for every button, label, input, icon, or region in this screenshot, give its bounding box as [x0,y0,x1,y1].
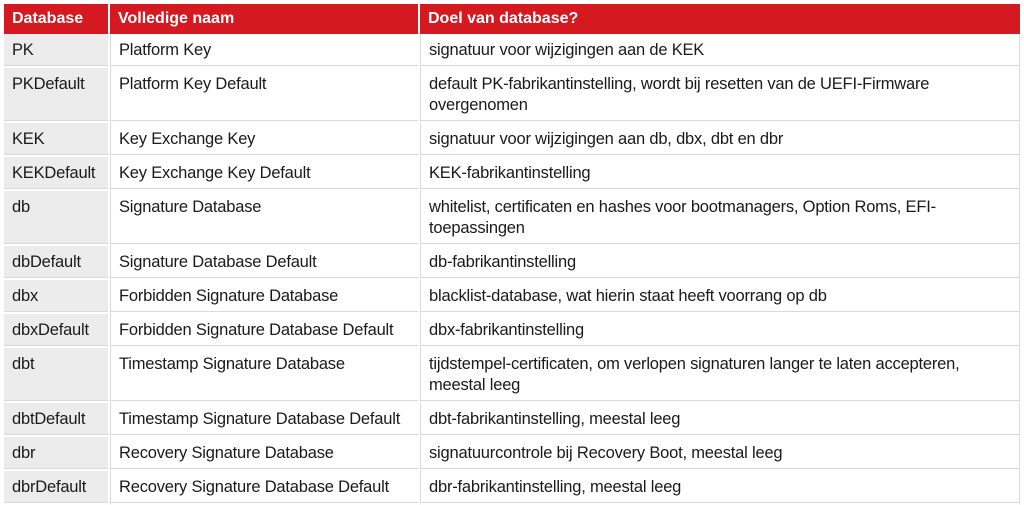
cell-purpose: whitelist, certificaten en hashes voor bootmanagers, Option Roms, EFI-toepassingen [420,191,1020,246]
table-row [4,314,1020,348]
cell-database: dbx [4,280,110,314]
table-row [4,403,1020,437]
cell-full-name: Key Exchange Key [110,123,420,157]
table-row [4,246,1020,280]
cell-purpose: dbx-fabrikantinstelling [420,314,1020,348]
secure-boot-database-table [4,4,1020,505]
cell-purpose: signatuur voor wijzigingen aan db, dbx, dbt en dbr [420,123,1020,157]
table-row [4,471,1020,505]
cell-full-name: Signature Database [110,191,420,246]
cell-purpose: blacklist-database, wat hierin staat heeft voorrang op db [420,280,1020,314]
table-row [4,280,1020,314]
cell-database: dbtDefault [4,403,110,437]
cell-full-name: Timestamp Signature Database Default [110,403,420,437]
cell-database: KEK [4,123,110,157]
cell-full-name: Platform Key Default [110,68,420,123]
cell-database: PKDefault [4,68,110,123]
table-header-row [4,4,1020,34]
cell-database: PK [4,34,110,68]
cell-purpose: db-fabrikantinstelling [420,246,1020,280]
table-row [4,437,1020,471]
cell-purpose: KEK-fabrikantinstelling [420,157,1020,191]
table-row [4,191,1020,246]
cell-full-name: Forbidden Signature Database Default [110,314,420,348]
cell-full-name: Recovery Signature Database [110,437,420,471]
database-table-container [4,4,1020,505]
cell-full-name: Signature Database Default [110,246,420,280]
cell-purpose: signatuurcontrole bij Recovery Boot, meestal leeg [420,437,1020,471]
cell-purpose: signatuur voor wijzigingen aan de KEK [420,34,1020,68]
cell-database: dbDefault [4,246,110,280]
cell-database: db [4,191,110,246]
cell-purpose: dbr-fabrikantinstelling, meestal leeg [420,471,1020,505]
cell-database: dbrDefault [4,471,110,505]
cell-database: KEKDefault [4,157,110,191]
cell-purpose: default PK-fabrikantinstelling, wordt bij resetten van de UEFI-Firmware overgenomen [420,68,1020,123]
cell-full-name: Timestamp Signature Database [110,348,420,403]
cell-database: dbt [4,348,110,403]
cell-full-name: Key Exchange Key Default [110,157,420,191]
cell-purpose: dbt-fabrikantinstelling, meestal leeg [420,403,1020,437]
table-row [4,68,1020,123]
table-row [4,348,1020,403]
table-row [4,157,1020,191]
table-row [4,123,1020,157]
header-purpose: Doel van database? [420,4,1020,34]
cell-full-name: Platform Key [110,34,420,68]
header-full-name: Volledige naam [110,4,420,34]
cell-full-name: Forbidden Signature Database [110,280,420,314]
cell-database: dbxDefault [4,314,110,348]
cell-full-name: Recovery Signature Database Default [110,471,420,505]
table-row [4,34,1020,68]
cell-database: dbr [4,437,110,471]
cell-purpose: tijdstempel-certificaten, om verlopen signaturen langer te laten accepteren, meestal leeg [420,348,1020,403]
header-database: Database [4,4,110,34]
